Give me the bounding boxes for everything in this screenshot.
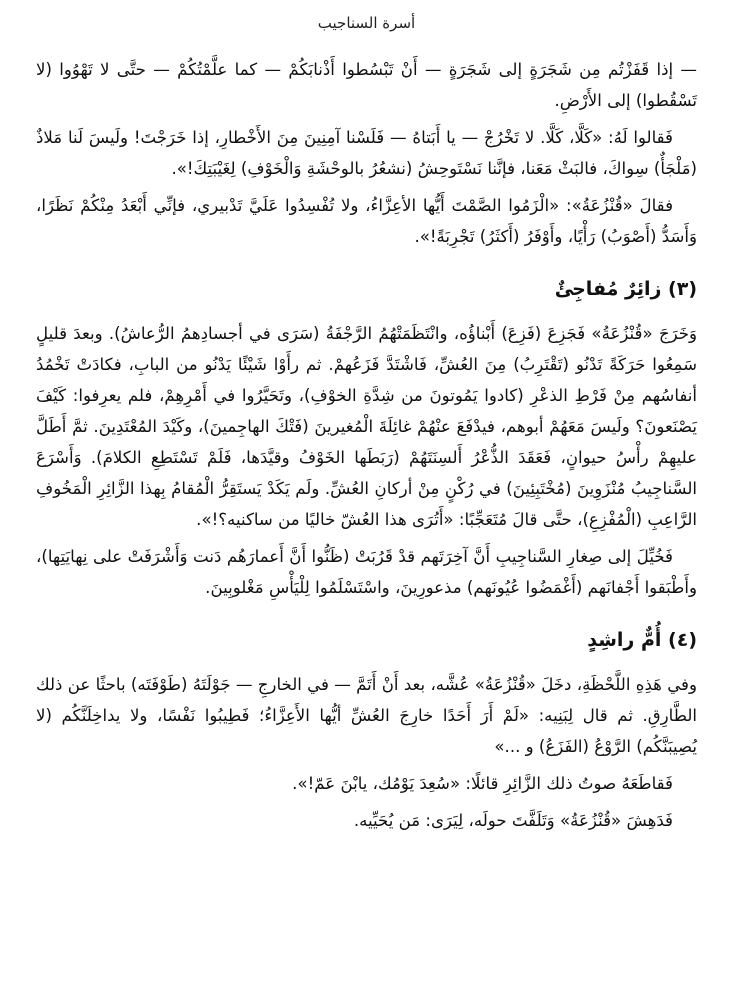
paragraph-section3-1: وَخَرَجَ «قُنْزُعَةُ» فَجَزِعَ (فَزِعَ) أَبْناؤُه، وانْتَظَمَتْهُمُ الرَّجْفَةُ (سَرَى في أجسادِهمُ الرُّعاشُ). وبعدَ قليلٍ سَمِعُوا حَرَكَةً تَدْنُو (تَقْتَرِبُ) مِنَ العُشِّ، فَاشْتَدَّ فَزَعُهمْ. ثم رأَوْا شَيْئًا يَدْنُو من البابِ، فكادَتْ تَخْمُدُ أنفاسُهم مِنْ فَرْطِ الذعْرِ (كادوا يَمُوتونَ من شِدَّةِ الخوْفِ)، وتَحَيَّرُوا في أَمْرِهِمْ، فلم يعرِفوا: كَيْفَ يَصْنَعونَ؟ ولَيسَ مَعَهُمْ أبوهم، فيدْفَعَ عنْهُمْ غائِلَةَ الْمُغيرينَ (فَتْكَ الهاجِمينَ)، وكَيْدَ المُعْتَدِينَ. ثمَّ أَطَلَّ عليهِمْ رأْسُ حيوانٍ، فَعَقَدَ الذُّعْرُ أَلسِنَتَهُمْ (رَبَطَها الخَوْفُ وقيَّدَها، فَلَمْ تَسْتَطِعِ الكلامَ). وَأَسْرَعَ السَّناجِيبُ مُنْزَوِينَ (مُخْتَبِئِينَ) في رُكْنٍ مِنْ أركانِ العُشِّ. ولَم يَكَدْ يَستَقِرُّ الْمُقامُ بِهذا الزَّائِرِ الْمَخُوفِ الرَّاعِبِ (الْمُفْزِعِ)، حتَّى قالَ مُتَعَجِّبًا: «أَتُرَى هذا العُشّ خاليًا من ساكنيه؟!». bbox=[36, 324, 697, 529]
paragraph-section4-3: فَدَهِشَ «قُنْزُعَةُ» وَتَلَفَّتَ حولَه، لِيَرَى: مَن يُحَيِّيه. bbox=[353, 811, 673, 830]
running-header: أسرة السناجيب bbox=[317, 14, 416, 32]
paragraph-intro-1: — إذا قَفَزْتُم مِن شَجَرَةٍ إلى شَجَرَةٍ — أَنْ تَبْسُطوا أَذْنابَكُمْ — كما علَّمْتُكُمْ — حتَّى لا تَهْوُوا (لا تَسْقُطوا) إلى الأَرْضِ. bbox=[36, 60, 697, 110]
section-heading-4: (٤) أُمٌّ راشِدٍ bbox=[587, 629, 697, 651]
section-heading-3: (٣) زائِرٌ مُفاجِئٌ bbox=[554, 278, 697, 300]
paragraph-section4-2: فَقاطَعَهُ صوتُ ذلك الزَّائِرِ قائلًا: «سُعِدَ يَوْمُك، يابْنَ عَمّ!». bbox=[292, 774, 673, 793]
paragraph-intro-2: فَقالوا لَهُ: «كَلَّا، كَلَّا. لا تَخْرُجْ — يا أَبَتاهُ — فَلَسْنا آمِنِينَ مِنَ الأَخْطارِ، إذا خَرَجْتَ! ولَيسَ لَنا مَلاذٌ (مَلْجَأٌ) سِواكَ، فالبَثْ مَعَنا، فإنَّنا نَسْتَوحِشُ (نشعُرُ بالوحْشَةِ وَالْخَوْفِ) لِغَيْبَتِكَ!». bbox=[36, 128, 697, 178]
paragraph-section4-1: وفي هَذِهِ اللَّحْظَةِ، دخَلَ «قُنْزُعَةُ» عُشَّه، بعد أَنْ أَتَمَّ — في الخارجِ — جَوْلَتَهُ (طَوْفَتَه) باحثًا عن ذلك الطَّارِقِ. ثم قال لِبَنِيه: «لَمْ أَرَ أَحَدًا خارِجَ العُشِّ أيُّها الأَعِزَّاءُ؛ فَطِيبُوا نَفْسًا، ولا يداخِلَنَّكُم (لا يُصِيبَنَّكُم) الرَّوْعُ (الفَزَعُ) و ...» bbox=[36, 675, 697, 756]
paragraph-intro-3: فقالَ «قُنْزُعَةُ»: «الْزَمُوا الصَّمْتَ أَيُّها الأعِزَّاءُ، ولا تُفْسِدُوا عَلَيَّ تَدْبيري، فإنِّي أَبْعَدُ مِنْكُمْ نَظَرًا، وَأَسَدُّ (أَصْوَبُ) رَأْيًا، وأَوْفَرُ (أَكثَرُ) تَجْرِبَةً!». bbox=[36, 196, 697, 246]
paragraph-section3-2: فَخُيِّلَ إلى صِغارِ السَّناجِيبِ أَنَّ آخِرَتَهم قدْ قَرُبَتْ (ظَنُّوا أَنَّ أَعمارَهُم دَنت وَأَشْرَفَتْ على نِهايَتِها)، وأَطْبَقوا أَجْفانَهم (أَغْمَضُوا عُيُونَهم) مذعورِينَ، واسْتَسْلَمُوا لِلْيَأْسِ مَغْلوبِينَ. bbox=[36, 547, 697, 597]
page bbox=[36, 0, 697, 1000]
